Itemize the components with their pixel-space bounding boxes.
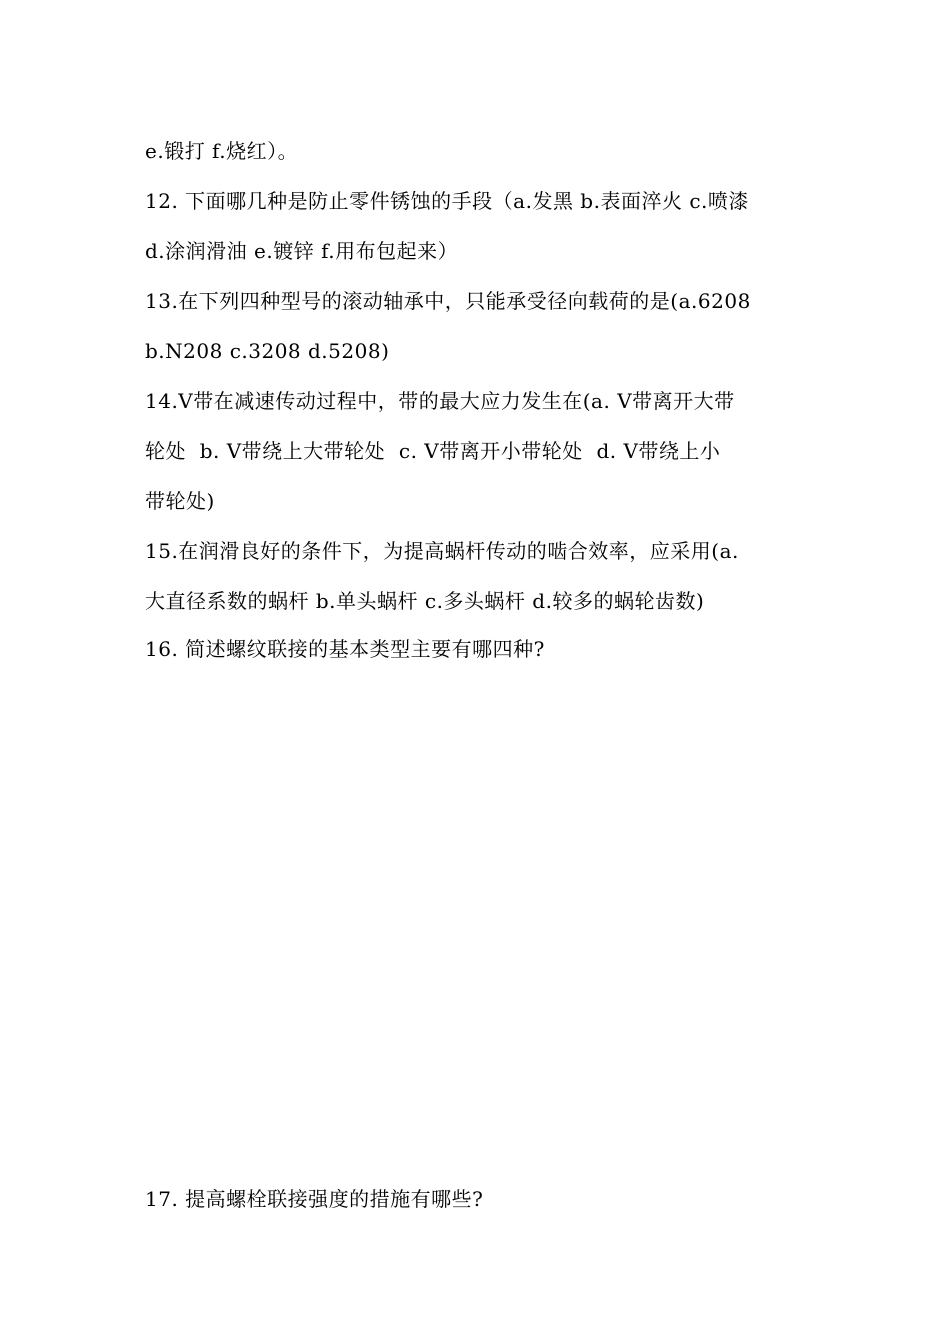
q11-continuation-line: e.锻打 f.烧红）。 [145,139,299,163]
q14-line-1: 14.V带在减速传动过程中，带的最大应力发生在(a. V带离开大带 [145,389,735,413]
q15-line-2: 大直径系数的蜗杆 b.单头蜗杆 c.多头蜗杆 d.较多的蜗轮齿数) [145,589,705,613]
q14-line-2: 轮处 b. V带绕上大带轮处 c. V带离开小带轮处 d. V带绕上小 [145,439,721,463]
q12-line-2: d.涂润滑油 e.镀锌 f.用布包起来） [145,239,459,263]
q15-line-1: 15.在润滑良好的条件下，为提高蜗杆传动的啮合效率，应采用(a. [145,539,739,563]
q17-question: 17. 提高螺栓联接强度的措施有哪些? [145,1187,484,1211]
q14-line-3: 带轮处) [145,489,215,513]
q12-line-1: 12. 下面哪几种是防止零件锈蚀的手段（a.发黑 b.表面淬火 c.喷漆 [145,189,749,213]
q13-line-2: b.N208 c.3208 d.5208) [145,339,390,363]
q16-question: 16. 简述螺纹联接的基本类型主要有哪四种? [145,637,545,661]
q13-line-1: 13.在下列四种型号的滚动轴承中，只能承受径向载荷的是(a.6208 [145,289,751,313]
